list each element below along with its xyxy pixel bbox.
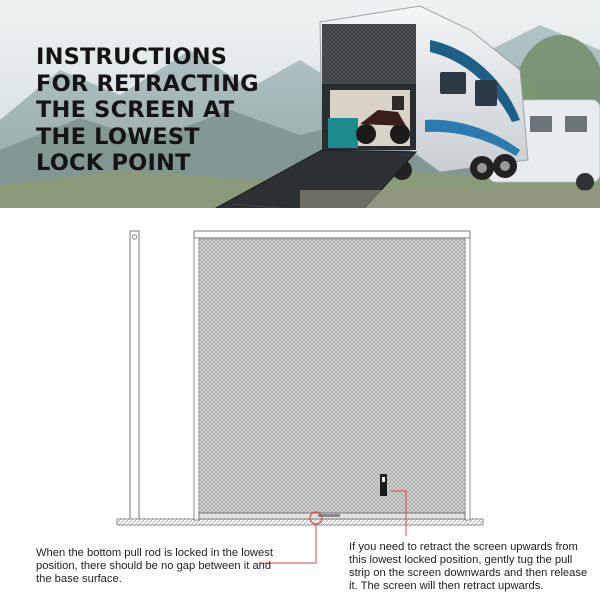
mesh-screen [199, 239, 465, 513]
title-line: THE SCREEN AT [36, 97, 235, 123]
title-line: LOCK POINT [36, 150, 191, 176]
base-surface [117, 519, 483, 525]
note-no-gap: When the bottom pull rod is locked in the lowest position, there should be no gap between it and the base surface. [36, 547, 273, 585]
note-retract: If you need to retract the screen upwards from this lowest locked position, gently tug the pull strip on the screen downwards and then release it. The screen will then retract upwards. [349, 541, 588, 592]
title-line: INSTRUCTIONS [36, 44, 228, 70]
hero-banner [0, 0, 600, 208]
title-line: FOR RETRACTING [36, 70, 259, 97]
title-line: THE LOWEST [36, 123, 200, 150]
page-title [36, 44, 259, 177]
side-rail [130, 231, 139, 521]
